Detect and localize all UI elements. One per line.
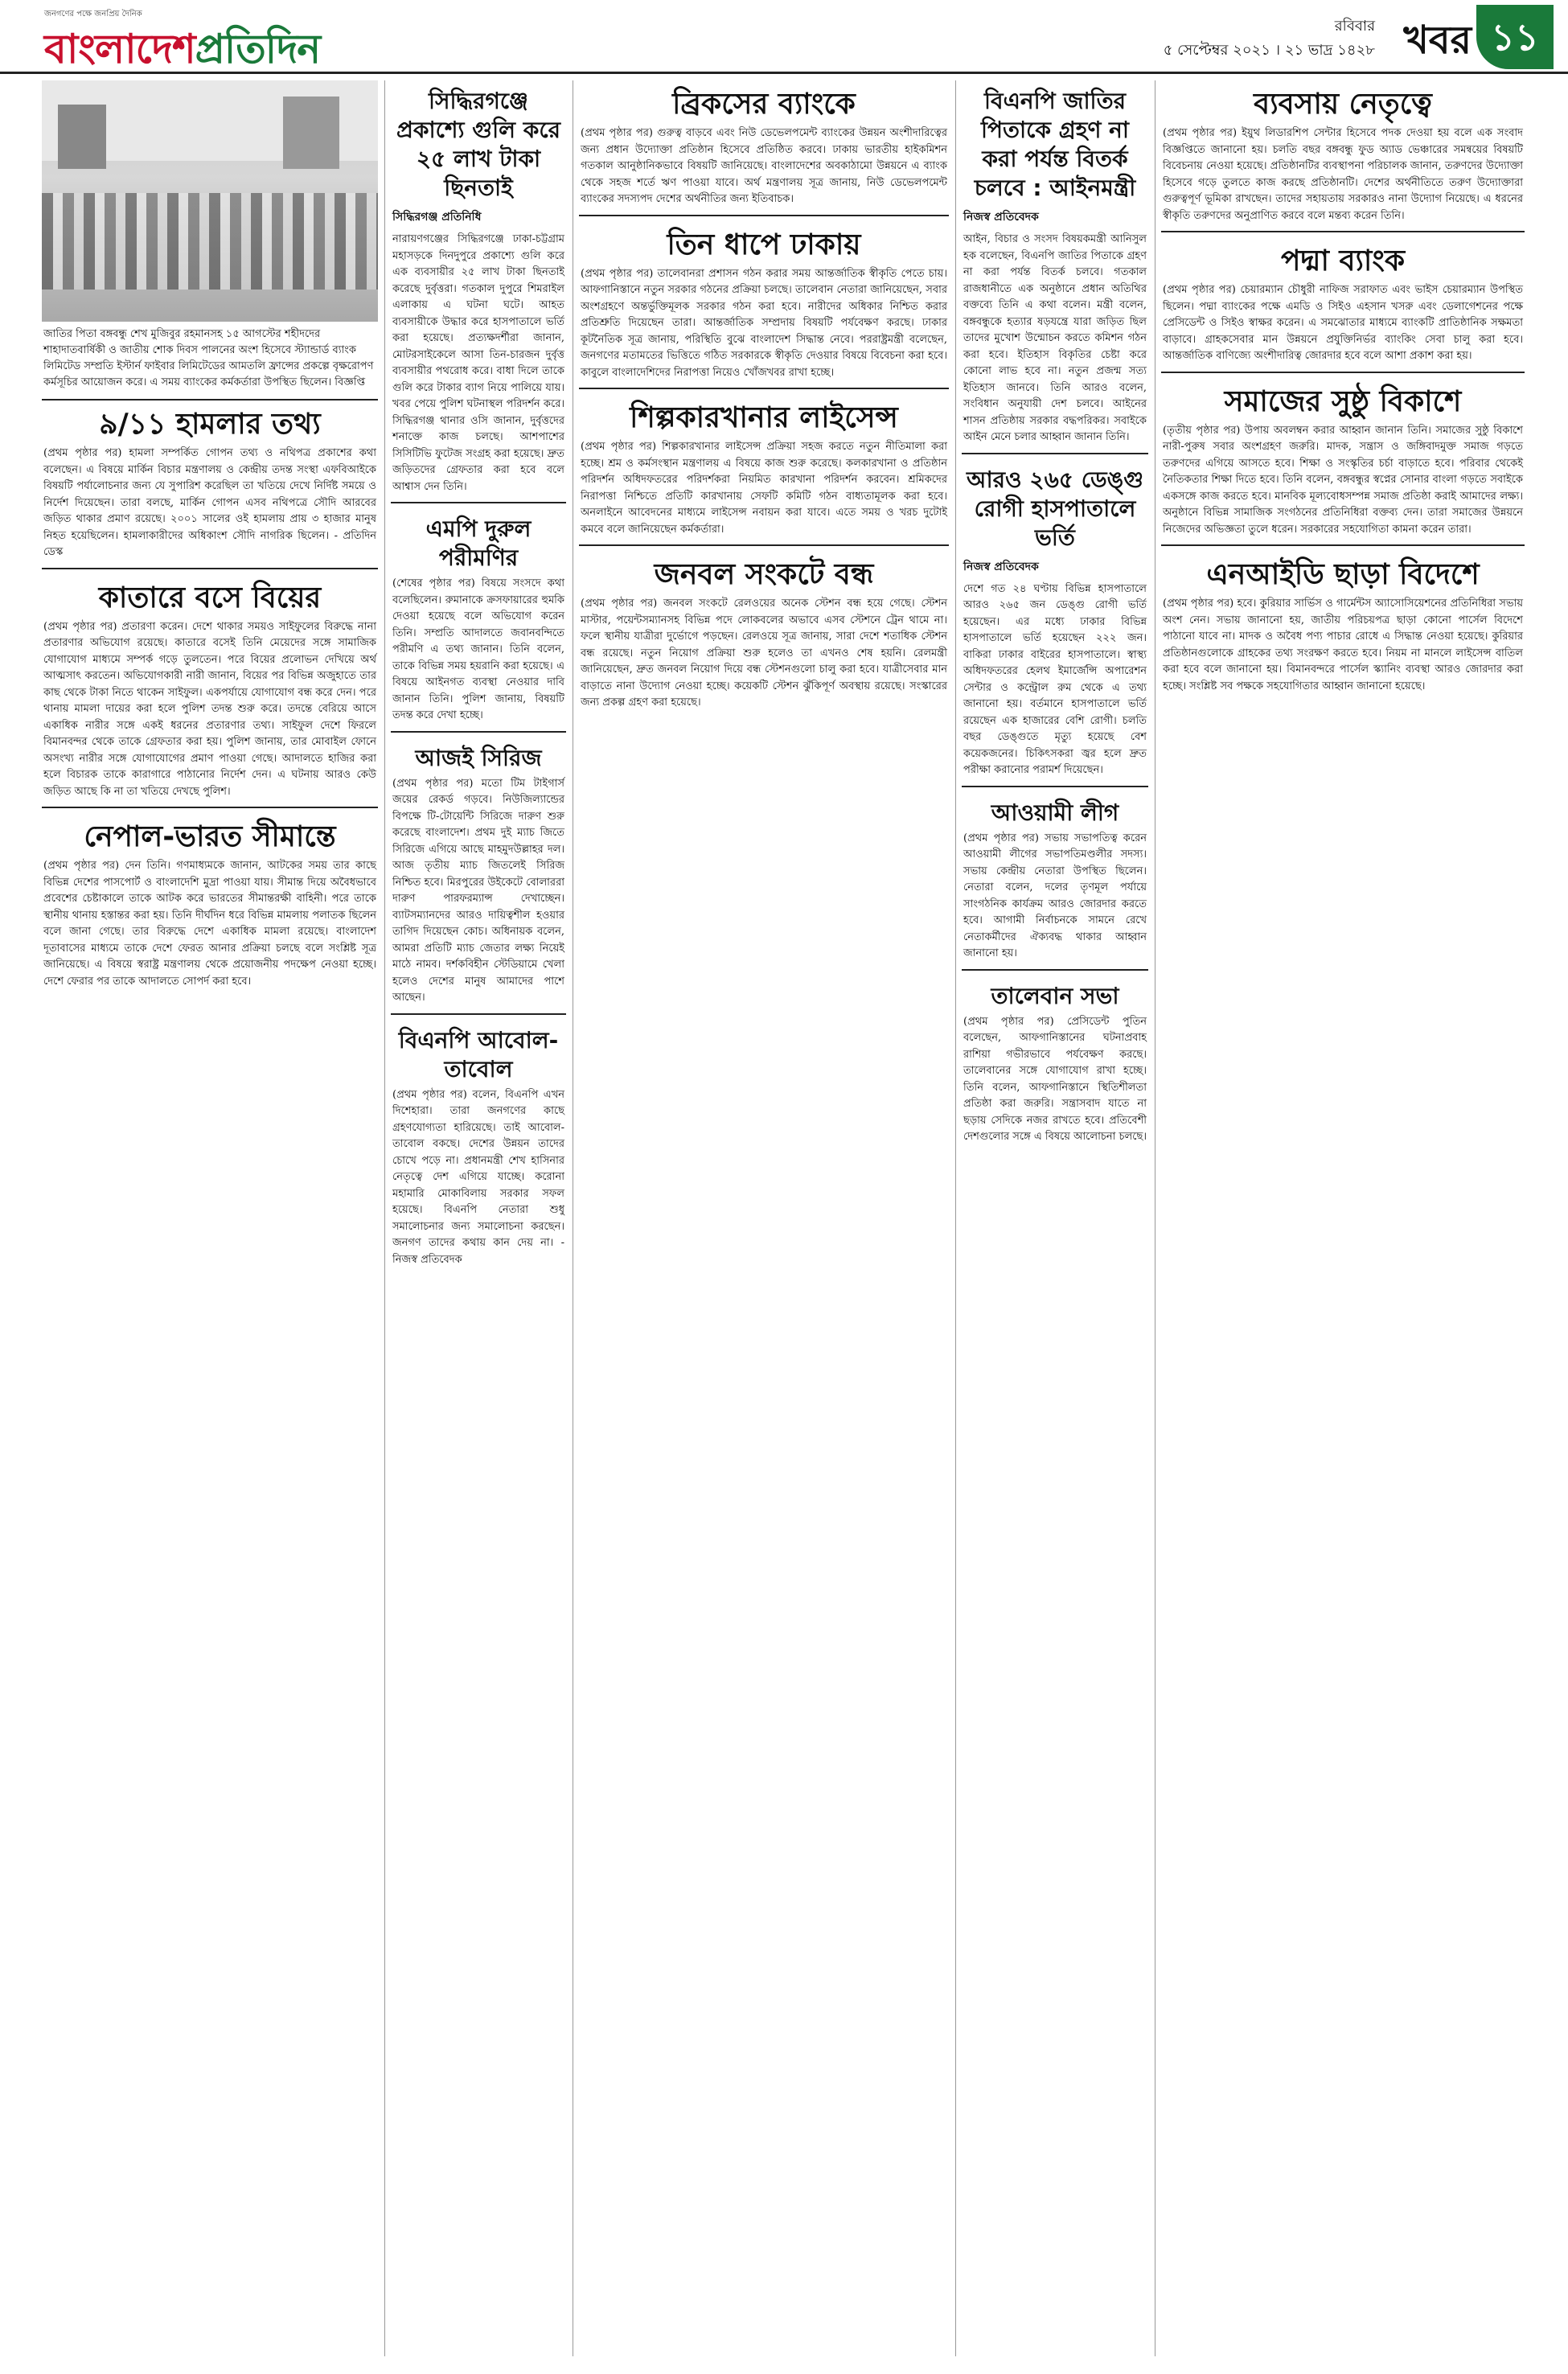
headline[interactable]: আজই সিরিজ — [415, 744, 542, 771]
article-somaj — [1161, 378, 1525, 539]
article-nepal — [42, 813, 378, 990]
article-body: আইন, বিচার ও সংসদ বিষয়কমন্ত্রী আনিসুল হক বলেছেন, বিএনপি জাতির পিতাকে গ্রহণ না করা পর্যন্ত বিতর্ক চলবে। গতকাল রাজধানীতে এক অনুষ্ঠানে প্রধান অতিথির বক্তব্যে তিনি এ কথা বলেন। মন্ত্রী বলেন, বঙ্গবন্ধুকে হত্যার ষড়যন্ত্রে যারা জড়িত ছিল তাদের মুখোশ উন্মোচন করতে কমিশন গঠন করা হবে। ইতিহাস বিকৃতির চেষ্টা করে কোনো লাভ হবে না। নতুন প্রজন্ম সত্য ইতিহাস জানবে। তিনি আরও বলেন, সংবিধান অনুযায়ী দেশ চলবে। আইনের শাসন প্রতিষ্ঠায় সরকার বদ্ধপরিকর। সবাইকে আইন মেনে চলার আহ্বান জানান তিনি। — [963, 233, 1147, 443]
logo-main: বাংলাদেশ — [44, 26, 195, 72]
article-body: (তৃতীয় পৃষ্ঠার পর) উপায় অবলম্বন করার আহ্বান জানান তিনি। সমাজের সুষ্ঠু বিকাশে নারী-পুরুষ সবার অংশগ্রহণ জরুরি। মাদক, সন্ত্রাস ও জঙ্গিবাদমুক্ত সমাজ গড়তে তরুণদের এগিয়ে আসতে হবে। শিক্ষা ও সংস্কৃতির চর্চা বাড়াতে হবে। পরিবার থেকেই নৈতিকতার শিক্ষা দিতে হবে। তিনি বলেন, বঙ্গবন্ধুর স্বপ্নের সোনার বাংলা গড়তে সবাইকে একসঙ্গে কাজ করতে হবে। মানবিক মূল্যবোধসম্পন্ন সমাজ প্রতিষ্ঠা করাই আমাদের লক্ষ্য। অনুষ্ঠানে বিভিন্ন সামাজিক সংগঠনের প্রতিনিধিরা বক্তব্য দেন। তারা সমাজের উন্নয়নে নিজেদের অভিজ্ঞতা তুলে ধরেন। সরকারের সহযোগিতা কামনা করেন তারা। — [1163, 424, 1523, 536]
headline[interactable]: এনআইডি ছাড়া বিদেশে — [1206, 558, 1480, 591]
headline[interactable]: এমপি দুরুল পরীমণির — [425, 515, 532, 571]
byline: নিজস্ব প্রতিবেদক — [963, 560, 1039, 573]
article-body: (প্রথম পৃষ্ঠার পর) মতো টিম টাইগার্স জয়ের রেকর্ড গড়বে। নিউজিল্যান্ডের বিপক্ষে টি-টোয়েন্টি সিরিজে দারুণ শুরু করেছে বাংলাদেশ। প্রথম দুই ম্যাচ জিতে সিরিজে এগিয়ে আছে মাহমুদউল্লাহর দল। আজ তৃতীয় ম্যাচ জিতলেই সিরিজ নিশ্চিত হবে। মিরপুরের উইকেটে বোলাররা দারুণ পারফরম্যান্স দেখাচ্ছেন। ব্যাটসম্যানদের আরও দায়িত্বশীল হওয়ার তাগিদ দিয়েছেন কোচ। অধিনায়ক বলেন, আমরা প্রতিটি ম্যাচ জেতার লক্ষ্য নিয়েই মাঠে নামব। দর্শকবিহীন স্টেডিয়ামে খেলা হলেও দেশের মানুষ আমাদের পাশে আছেন। — [392, 777, 564, 1004]
article-body: (প্রথম পৃষ্ঠার পর) হবে। কুরিয়ার সার্ভিস ও গার্মেন্টস অ্যাসোসিয়েশনের প্রতিনিধিরা সভায় অংশ নেন। সভায় জানানো হয়, জাতীয় পরিচয়পত্র ছাড়া কোনো পার্সেল বিদেশে পাঠানো যাবে না। মাদক ও অবৈধ পণ্য পাচার রোধে এ সিদ্ধান্ত নেওয়া হয়েছে। কুরিয়ার প্রতিষ্ঠানগুলোকে গ্রাহকের তথ্য সংরক্ষণ করতে হবে। নিয়ম না মানলে লাইসেন্স বাতিল করা হবে বলে জানানো হয়। বিমানবন্দরে পার্সেল স্ক্যানিং ব্যবস্থা আরও জোরদার করা হচ্ছে। সংশ্লিষ্ট সব পক্ষকে সহযোগিতার আহ্বান জানানো হয়েছে। — [1163, 598, 1523, 692]
headline[interactable]: পদ্মা ব্যাংক — [1280, 244, 1406, 277]
headline[interactable]: ৯/১১ হামলার তথ্য — [99, 408, 321, 441]
column-1 — [42, 80, 378, 2364]
article-911 — [42, 400, 378, 561]
headline[interactable]: জনবল সংকটে বন্ধ — [654, 558, 874, 591]
column-rule — [384, 80, 385, 2356]
newspaper-logo[interactable] — [44, 19, 320, 86]
column-3 — [579, 80, 949, 2364]
column-2 — [391, 80, 566, 2364]
headline[interactable]: শিল্পকারখানার লাইসেন্স — [630, 401, 898, 434]
masthead — [0, 0, 1568, 74]
article-tin-dhap — [579, 221, 949, 382]
article-shilpo — [579, 394, 949, 538]
headline[interactable]: তালেবান সভা — [991, 982, 1119, 1009]
weekday: রবিবার — [1334, 18, 1375, 35]
article-jonobol — [579, 551, 949, 712]
article-body: (প্রথম পৃষ্ঠার পর) জনবল সংকটে রেলওয়ের অনেক স্টেশন বন্ধ হয়ে গেছে। স্টেশন মাস্টার, পয়েন্টসম্যানসহ বিভিন্ন পদে লোকবলের অভাবে এসব স্টেশনে ট্রেন থামে না। ফলে স্থানীয় যাত্রীরা দুর্ভোগে পড়ছেন। রেলওয়ে সূত্র জানায়, সারা দেশে শতাধিক স্টেশন বন্ধ রয়েছে। নতুন নিয়োগ প্রক্রিয়া শুরু হলেও তা এখনও শেষ হয়নি। রেলমন্ত্রী জানিয়েছেন, দ্রুত জনবল নিয়োগ দিয়ে বন্ধ স্টেশনগুলো চালু করা হবে। যাত্রীসেবার মান বাড়াতে নানা উদ্যোগ নেওয়া হচ্ছে। কয়েকটি স্টেশন ঝুঁকিপূর্ণ অবস্থায় রয়েছে। সংস্কারের জন্য প্রকল্প গ্রহণ করা হয়েছে। — [581, 598, 947, 709]
byline: নিজস্ব প্রতিবেদক — [963, 211, 1039, 224]
article-body: (প্রথম পৃষ্ঠার পর) শিল্পকারখানার লাইসেন্স প্রক্রিয়া সহজ করতে নতুন নীতিমালা করা হচ্ছে। শ্রম ও কর্মসংস্থান মন্ত্রণালয় এ বিষয়ে কাজ শুরু করেছে। কলকারখানা ও প্রতিষ্ঠান পরিদর্শন অধিদফতরের পরিদর্শকরা নিয়মিত কারখানা পরিদর্শন করবেন। শ্রমিকদের নিরাপত্তা নিশ্চিতে প্রতিটি কারখানায় সেফটি কমিটি গঠন বাধ্যতামূলক করা হবে। অনলাইনে আবেদনের মাধ্যমে লাইসেন্স নবায়ন করা যাবে। এতে সময় ও খরচ দুটোই কমবে বলে জানিয়েছেন কর্মকর্তারা। — [581, 441, 947, 536]
article-body: (প্রথম পৃষ্ঠার পর) দেন তিনি। গণমাধ্যমকে জানান, আটকের সময় তার কাছে বিভিন্ন দেশের পাসপোর্ট ও বাংলাদেশি মুদ্রা পাওয়া যায়। সীমান্ত দিয়ে অবৈধভাবে প্রবেশের চেষ্টাকালে তাকে আটক করে ভারতের সীমান্তরক্ষী বাহিনী। পরে তাকে স্থানীয় থানায় হস্তান্তর করা হয়। তিনি দীর্ঘদিন ধরে বিভিন্ন মামলায় পলাতক ছিলেন বলে জানা গেছে। তার বিরুদ্ধে দেশে একাধিক মামলা রয়েছে। বাংলাদেশ দূতাবাসের মাধ্যমে তাকে দেশে ফেরত আনার প্রক্রিয়া চলছে বলে সংশ্লিষ্ট সূত্র জানিয়েছে। এ বিষয়ে স্বরাষ্ট্র মন্ত্রণালয় থেকে প্রয়োজনীয় পদক্ষেপ নেওয়া হচ্ছে। দেশে ফেরার পর তাকে আদালতে সোপর্দ করা হবে। — [43, 860, 376, 988]
page-number: ১১ — [1476, 5, 1554, 69]
date: ৫ সেপ্টেম্বর ২০২১ । ২১ ভাদ্র ১৪২৮ — [1163, 42, 1375, 59]
column-5 — [1161, 80, 1525, 2364]
headline[interactable]: ব্যবসায় নেতৃত্বে — [1254, 88, 1432, 121]
headline[interactable]: তিন ধাপে ঢাকায় — [667, 228, 861, 261]
article-bnp-awal — [391, 1020, 566, 1269]
article-taleban-shobha — [962, 975, 1148, 1146]
headline[interactable]: বিএনপি জাতির পিতাকে গ্রহণ না করা পর্যন্ত বিতর্ক চলবে : আইনমন্ত্রী — [974, 88, 1136, 201]
article-emp — [391, 508, 566, 725]
headline[interactable]: সমাজের সুষ্ঠু বিকাশে — [1224, 384, 1462, 418]
article-siddhirganj — [391, 80, 566, 495]
article-body: (প্রথম পৃষ্ঠার পর) বলেন, বিএনপি এখন দিশেহারা। তারা জনগণের কাছে গ্রহণযোগ্যতা হারিয়েছে। তাই আবোল-তাবোল বকছে। দেশের উন্নয়ন তাদের চোখে পড়ে না। প্রধানমন্ত্রী শেখ হাসিনার নেতৃত্বে দেশ এগিয়ে যাচ্ছে। করোনা মহামারি মোকাবিলায় সরকার সফল হয়েছে। বিএনপি নেতারা শুধু সমালোচনার জন্য সমালোচনা করছেন। জনগণ তাদের কথায় কান দেয় না। - নিজস্ব প্রতিবেদক — [392, 1088, 564, 1266]
article-padma — [1161, 237, 1525, 365]
headline[interactable]: বিএনপি আবোল-তাবোল — [398, 1026, 559, 1082]
section-label: খবর — [1403, 18, 1472, 63]
article-body: (প্রথম পৃষ্ঠার পর) সভায় সভাপতিত্ব করেন আওয়ামী লীগের সভাপতিমণ্ডলীর সদস্য। সভায় কেন্দ্রীয় নেতারা উপস্থিত ছিলেন। নেতারা বলেন, দলের তৃণমূল পর্যায়ে সাংগঠনিক কার্যক্রম আরও জোরদার করতে হবে। আগামী নির্বাচনকে সামনে রেখে নেতাকর্মীদের ঐক্যবদ্ধ থাকার আহ্বান জানানো হয়। — [963, 832, 1147, 959]
column-4 — [962, 80, 1148, 2364]
article-bnp-jati — [962, 80, 1148, 446]
headline[interactable]: আওয়ামী লীগ — [991, 799, 1119, 826]
article-body: (প্রথম পৃষ্ঠার পর) ইয়ুথ লিডারশিপ সেন্টার হিসেবে পদক দেওয়া হয় বলে এক সংবাদ বিজ্ঞপ্তিতে জানানো হয়। চলতি বছর বঙ্গবন্ধু ফুড অ্যাড ভেঞ্চারের সমন্বয়ের বিষয়টি বিবেচনায় নেওয়া হয়েছে। প্রতিষ্ঠানটির ব্যবস্থাপনা পরিচালক জানান, তরুণদের উদ্যোক্তা হিসেবে গড়ে তুলতে কাজ করছে প্রতিষ্ঠানটি। দেশের অর্থনীতিতে তরুণ উদ্যোক্তারা গুরুত্বপূর্ণ ভূমিকা রাখছেন। তাদের সহায়তায় সরকারও নানা উদ্যোগ নিয়েছে। এ ধরনের স্বীকৃতি তরুণদের অনুপ্রাণিত করবে বলে মন্তব্য করেন তিনি। — [1163, 127, 1523, 222]
tagline: জনগণের পক্ষে জনপ্রিয় দৈনিক — [44, 10, 142, 18]
photo-caption: জাতির পিতা বঙ্গবন্ধু শেখ মুজিবুর রহমানসহ ১৫ আগস্টের শহীদদের শাহাদাতবার্ষিকী ও জাতীয় শোক দিবস পালনের অংশ হিসেবে স্ট্যান্ডার্ড ব্যাংক লিমিটেড সম্প্রতি ইস্টার্ন ফাইবার লিমিটেডের আমতলি ফ্রান্সের প্রকল্পে বৃক্ষরোপণ কর্মসূচির আয়োজন করে। এ সময় ব্যাংকের কর্মকর্তারা উপস্থিত ছিলেন। বিজ্ঞপ্তি — [42, 322, 378, 400]
article-nid — [1161, 551, 1525, 695]
news-photo — [42, 80, 378, 322]
article-byabsay — [1161, 80, 1525, 224]
article-body: (প্রথম পৃষ্ঠার পর) হামলা সম্পর্কিত গোপন তথ্য ও নথিপত্র প্রকাশের কথা বলেছেন। এ বিষয়ে মার্কিন বিচার মন্ত্রণালয় ও কেন্দ্রীয় তদন্ত সংস্থা এফবিআইকে বিষয়টি পর্যালোচনার জন্য যে সুপারিশ করেছিল তা খতিয়ে দেখে নির্দিষ্ট সময়ে ও নির্দেশ দিয়েছেন। তারা বলছে, মার্কিন গোপন এসব নথিপত্রে সৌদি আরবের জড়িত থাকার প্রমাণ রয়েছে। ২০০১ সালের ওই হামলায় প্রায় ৩ হাজার মানুষ নিহত হয়েছিলেন। হামলাকারীদের অধিকাংশ সৌদি নাগরিক ছিলেন। - প্রতিদিন ডেস্ক — [43, 447, 376, 558]
article-dengue — [962, 459, 1148, 779]
article-body: নারায়ণগঞ্জের সিদ্ধিরগঞ্জে ঢাকা-চট্টগ্রাম মহাসড়কে দিনদুপুরে প্রকাশ্যে গুলি করে এক ব্যবসায়ীর ২৫ লাখ টাকা ছিনতাই করেছে দুর্বৃত্তরা। গতকাল দুপুরে শিমরাইল এলাকায় এ ঘটনা ঘটে। আহত ব্যবসায়ীকে উদ্ধার করে হাসপাতালে ভর্তি করা হয়েছে। প্রত্যক্ষদর্শীরা জানান, মোটরসাইকেলে আসা তিন-চারজন দুর্বৃত্ত ব্যবসায়ীর পথরোধ করে। বাধা দিলে তাকে গুলি করে টাকার ব্যাগ নিয়ে পালিয়ে যায়। খবর পেয়ে পুলিশ ঘটনাস্থল পরিদর্শন করে। সিদ্ধিরগঞ্জ থানার ওসি জানান, দুর্বৃত্তদের শনাক্তে কাজ চলছে। আশপাশের সিসিটিভি ফুটেজ সংগ্রহ করা হয়েছে। দ্রুত জড়িতদের গ্রেফতার করা হবে বলে আশ্বাস দেন তিনি। — [392, 233, 564, 493]
byline: সিদ্ধিরগঞ্জ প্রতিনিধি — [392, 211, 482, 224]
headline[interactable]: আরও ২৬৫ ডেঙ্গু রোগী হাসপাতালে ভর্তি — [966, 466, 1144, 551]
article-body: (প্রথম পৃষ্ঠার পর) চেয়ারম্যান চৌধুরী নাফিজ সরাফাত এবং ভাইস চেয়ারম্যান উপস্থিত ছিলেন। পদ্মা ব্যাংকের পক্ষে এমডি ও সিইও এহসান খসরু এবং ডেলাগেশনের পক্ষে প্রেসিডেন্ট ও সিইও স্বাক্ষর করেন। এ সমঝোতার মাধ্যমে ব্যাংকটি প্রাতিষ্ঠানিক সক্ষমতা বাড়াবে। গ্রাহকসেবার মান উন্নয়নে প্রযুক্তিনির্ভর ব্যাংকিং সেবা চালু করা হবে। আন্তর্জাতিক বাণিজ্যে অংশীদারিত্ব জোরদার হবে বলে আশা প্রকাশ করা হয়। — [1163, 284, 1523, 362]
article-ajoi — [391, 737, 566, 1007]
article-body: (প্রথম পৃষ্ঠার পর) প্রতারণা করেন। দেশে থাকার সময়ও সাইফুলের বিরুদ্ধে নানা প্রতারণার অভিযোগ রয়েছে। কাতারে বসেই তিনি মেয়েদের সঙ্গে সামাজিক যোগাযোগ মাধ্যমে সম্পর্ক গড়ে তুলতেন। পরে বিয়ের প্রলোভন দেখিয়ে অর্থ আত্মসাৎ করতেন। অভিযোগকারী নারী জানান, বিয়ের পর বিভিন্ন অজুহাতে তার কাছ থেকে টাকা নিতে থাকেন সাইফুল। একপর্যায়ে যোগাযোগ বন্ধ করে দেন। পরে থানায় মামলা দায়ের করা হলে পুলিশ তদন্ত শুরু করে। তদন্তে বেরিয়ে আসে একাধিক নারীর সঙ্গে একই ধরনের প্রতারণার তথ্য। সাইফুল দেশে ফিরলে বিমানবন্দর থেকে তাকে গ্রেফতার করা হয়। পুলিশ জানায়, তার মোবাইল ফোনে অসংখ্য নারীর সঙ্গে যোগাযোগের প্রমাণ পাওয়া গেছে। আদালতে হাজির করা হলে বিচারক তাকে কারাগারে পাঠানোর নির্দেশ দেন। এ ঘটনায় আরও কেউ জড়িত আছে কি না তা খতিয়ে দেখছে পুলিশ। — [43, 620, 376, 798]
headline[interactable]: কাতারে বসে বিয়ের — [98, 581, 322, 614]
column-rule — [955, 80, 956, 2356]
dateline — [1164, 14, 1375, 63]
article-body: (প্রথম পৃষ্ঠার পর) প্রেসিডেন্ট পুতিন বলেছেন, আফগানিস্তানের ঘটনাপ্রবাহ রাশিয়া গভীরভাবে পর্যবেক্ষণ করছে। তালেবানের সঙ্গে যোগাযোগ রাখা হচ্ছে। তিনি বলেন, আফগানিস্তানে স্থিতিশীলতা প্রতিষ্ঠা করা জরুরি। সন্ত্রাসবাদ যাতে না ছড়ায় সেদিকে নজর রাখতে হবে। প্রতিবেশী দেশগুলোর সঙ্গে এ বিষয়ে আলোচনা চলছে। — [963, 1015, 1147, 1143]
article-body: (প্রথম পৃষ্ঠার পর) গুরুত্ব বাড়বে এবং নিউ ডেভেলপমেন্ট ব্যাংকের উন্নয়ন অংশীদারিত্বের জন্য প্রধান উদ্যোক্তা প্রতিষ্ঠান হিসেবে প্রতিষ্ঠিত করবে। ঢাকায় ভারতীয় হাইকমিশন গতকাল আনুষ্ঠানিকভাবে বিষয়টি জানিয়েছে। বাংলাদেশের অবকাঠামো উন্নয়নে এ ব্যাংক থেকে সহজ শর্তে ঋণ পাওয়া যাবে। অর্থ মন্ত্রণালয় সূত্র জানায়, নিউ ডেভেলপমেন্ট ব্যাংকের সদস্যপদ দেশের অর্থনীতির জন্য ইতিবাচক। — [581, 127, 947, 205]
article-kataar — [42, 574, 378, 801]
article-brix — [579, 80, 949, 208]
article-awami — [962, 792, 1148, 963]
headline[interactable]: সিদ্ধিরগঞ্জে প্রকাশ্যে গুলি করে ২৫ লাখ টাকা ছিনতাই — [396, 88, 560, 201]
headline[interactable]: নেপাল-ভারত সীমান্তে — [84, 820, 336, 853]
article-body: (শেষের পৃষ্ঠার পর) বিষয়ে সংসদে কথা বলেছিলেন। রুমানাকে ক্রসফায়ারের হুমকি দেওয়া হয়েছে বলে অভিযোগ করেন তিনি। সম্প্রতি আদালতে জবানবন্দিতে পরীমণি এ তথ্য জানান। তিনি বলেন, তাকে বিভিন্ন সময় হয়রানি করা হয়েছে। এ বিষয়ে আইনগত ব্যবস্থা নেওয়ার দাবি জানান তিনি। পুলিশ জানায়, বিষয়টি তদন্ত করে দেখা হচ্ছে। — [392, 577, 564, 721]
article-body: (প্রথম পৃষ্ঠার পর) তালেবানরা প্রশাসন গঠন করার সময় আন্তর্জাতিক স্বীকৃতি পেতে চায়। আফগানিস্তানে নতুন সরকার গঠনের প্রক্রিয়া চলছে। তালেবান নেতারা জানিয়েছেন, সবার অংশগ্রহণে অন্তর্ভুক্তিমূলক সরকার গঠন করা হবে। নারীদের অধিকার নিশ্চিত করার প্রতিশ্রুতি দিয়েছেন তারা। আন্তর্জাতিক সম্প্রদায় বিষয়টি পর্যবেক্ষণ করছে। ঢাকার কূটনৈতিক সূত্র জানায়, পরিস্থিতি বুঝে বাংলাদেশ সিদ্ধান্ত নেবে। পররাষ্ট্রমন্ত্রী বলেছেন, জনগণের মতামতের ভিত্তিতে গঠিত সরকারকে স্বীকৃতি দেওয়ার বিষয়ে বিবেচনা করা হবে। কাবুলে বাংলাদেশিদের নিরাপত্তা নিয়েও খোঁজখবর রাখা হচ্ছে। — [581, 267, 947, 379]
logo-accent: প্রতিদিন — [195, 26, 321, 72]
headline[interactable]: ব্রিকসের ব্যাংকে — [672, 88, 856, 121]
article-body: দেশে গত ২৪ ঘণ্টায় বিভিন্ন হাসপাতালে আরও ২৬৫ জন ডেঙ্গু রোগী ভর্তি হয়েছেন। এর মধ্যে ঢাকার বিভিন্ন হাসপাতালে ভর্তি হয়েছেন ২২২ জন। বাকিরা ঢাকার বাইরের হাসপাতালে। স্বাস্থ্য অধিদফতরের হেলথ ইমার্জেন্সি অপারেশন সেন্টার ও কন্ট্রোল রুম থেকে এ তথ্য জানানো হয়। বর্তমানে হাসপাতালে ভর্তি রয়েছেন এক হাজারের বেশি রোগী। চলতি বছর ডেঙ্গুতে মৃত্যু হয়েছে বেশ কয়েকজনের। চিকিৎসকরা জ্বর হলে দ্রুত পরীক্ষা করানোর পরামর্শ দিয়েছেন। — [963, 582, 1147, 776]
